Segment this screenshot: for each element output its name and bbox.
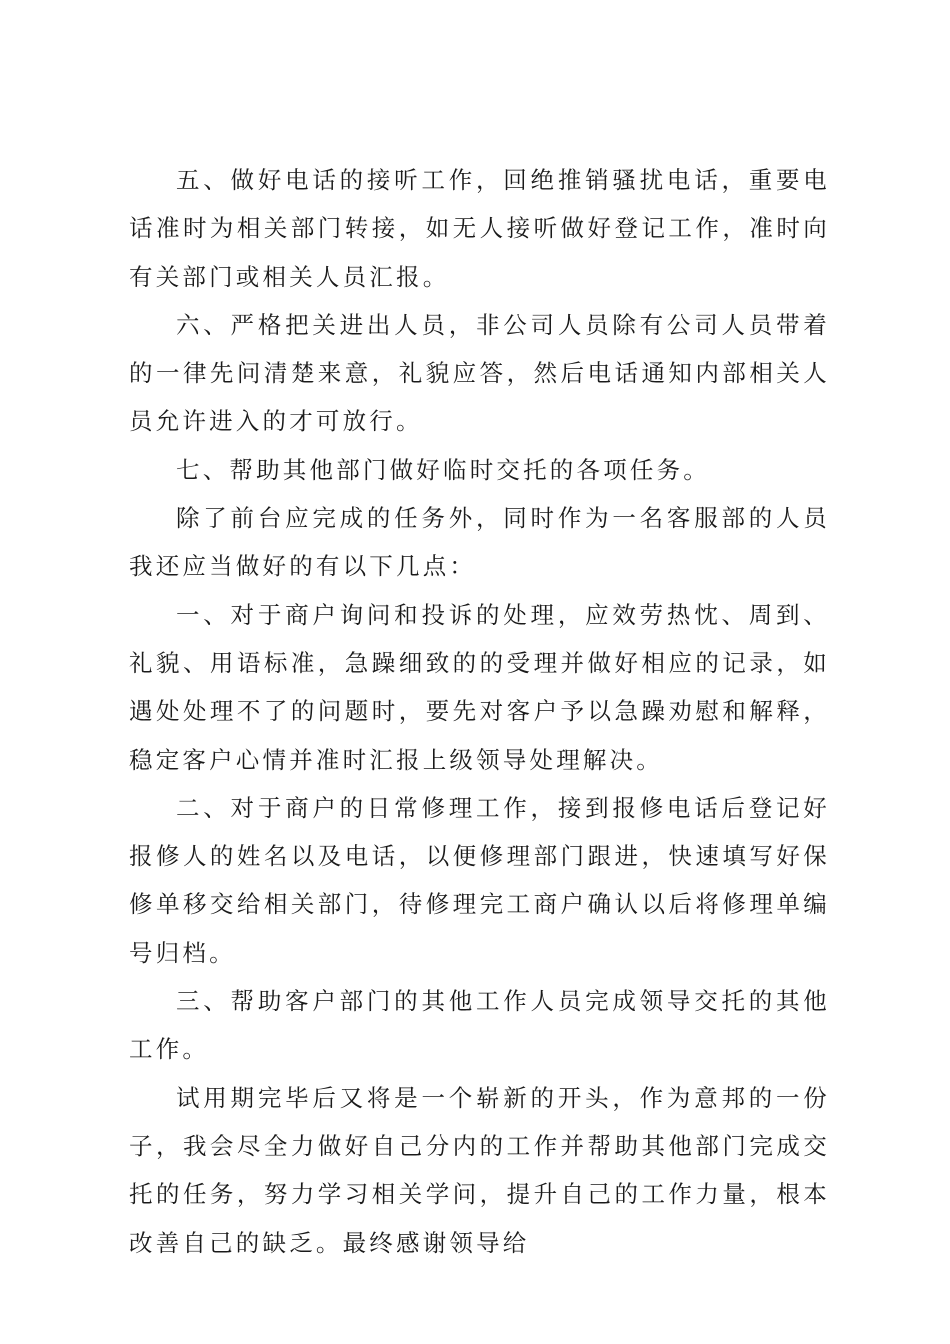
- paragraph-duty-2: 二、对于商户的日常修理工作，接到报修电话后登记好报修人的姓名以及电话，以便修理部门跟进，快速填写好保修单移交给相关部门，待修理完工商户确认以后将修理单编号归档。: [129, 793, 830, 967]
- paragraph-item-7: 七、帮助其他部门做好临时交托的各项任务。: [176, 455, 710, 484]
- paragraph-closing: 试用期完毕后又将是一个崭新的开头，作为意邦的一份子，我会尽全力做好自己分内的工作并帮助其他部门完成交托的任务，努力学习相关学问，提升自己的工作力量，根本改善自己的缺乏。最终感谢领导给: [129, 1083, 830, 1257]
- paragraph-intro: 除了前台应完成的任务外，同时作为一名客服部的人员我还应当做好的有以下几点：: [129, 504, 830, 581]
- paragraph-item-5: 五、做好电话的接听工作，回绝推销骚扰电话，重要电话准时为相关部门转接，如无人接听做好登记工作，准时向有关部门或相关人员汇报。: [129, 166, 830, 291]
- paragraph-item-6: 六、严格把关进出人员，非公司人员除有公司人员带着的一律先问清楚来意，礼貌应答，然后电话通知内部相关人员允许进入的才可放行。: [129, 310, 830, 436]
- document-body: [129, 156, 830, 1267]
- paragraph-duty-3: 三、帮助客户部门的其他工作人员完成领导交托的其他工作。: [129, 987, 830, 1064]
- paragraph-duty-1: 一、对于商户询问和投诉的处理，应效劳热忱、周到、礼貌、用语标准，急躁细致的的受理并做好相应的记录，如遇处处理不了的问题时，要先对客户予以急躁劝慰和解释，稳定客户心情并准时汇报上级领导处理解决。: [129, 600, 830, 774]
